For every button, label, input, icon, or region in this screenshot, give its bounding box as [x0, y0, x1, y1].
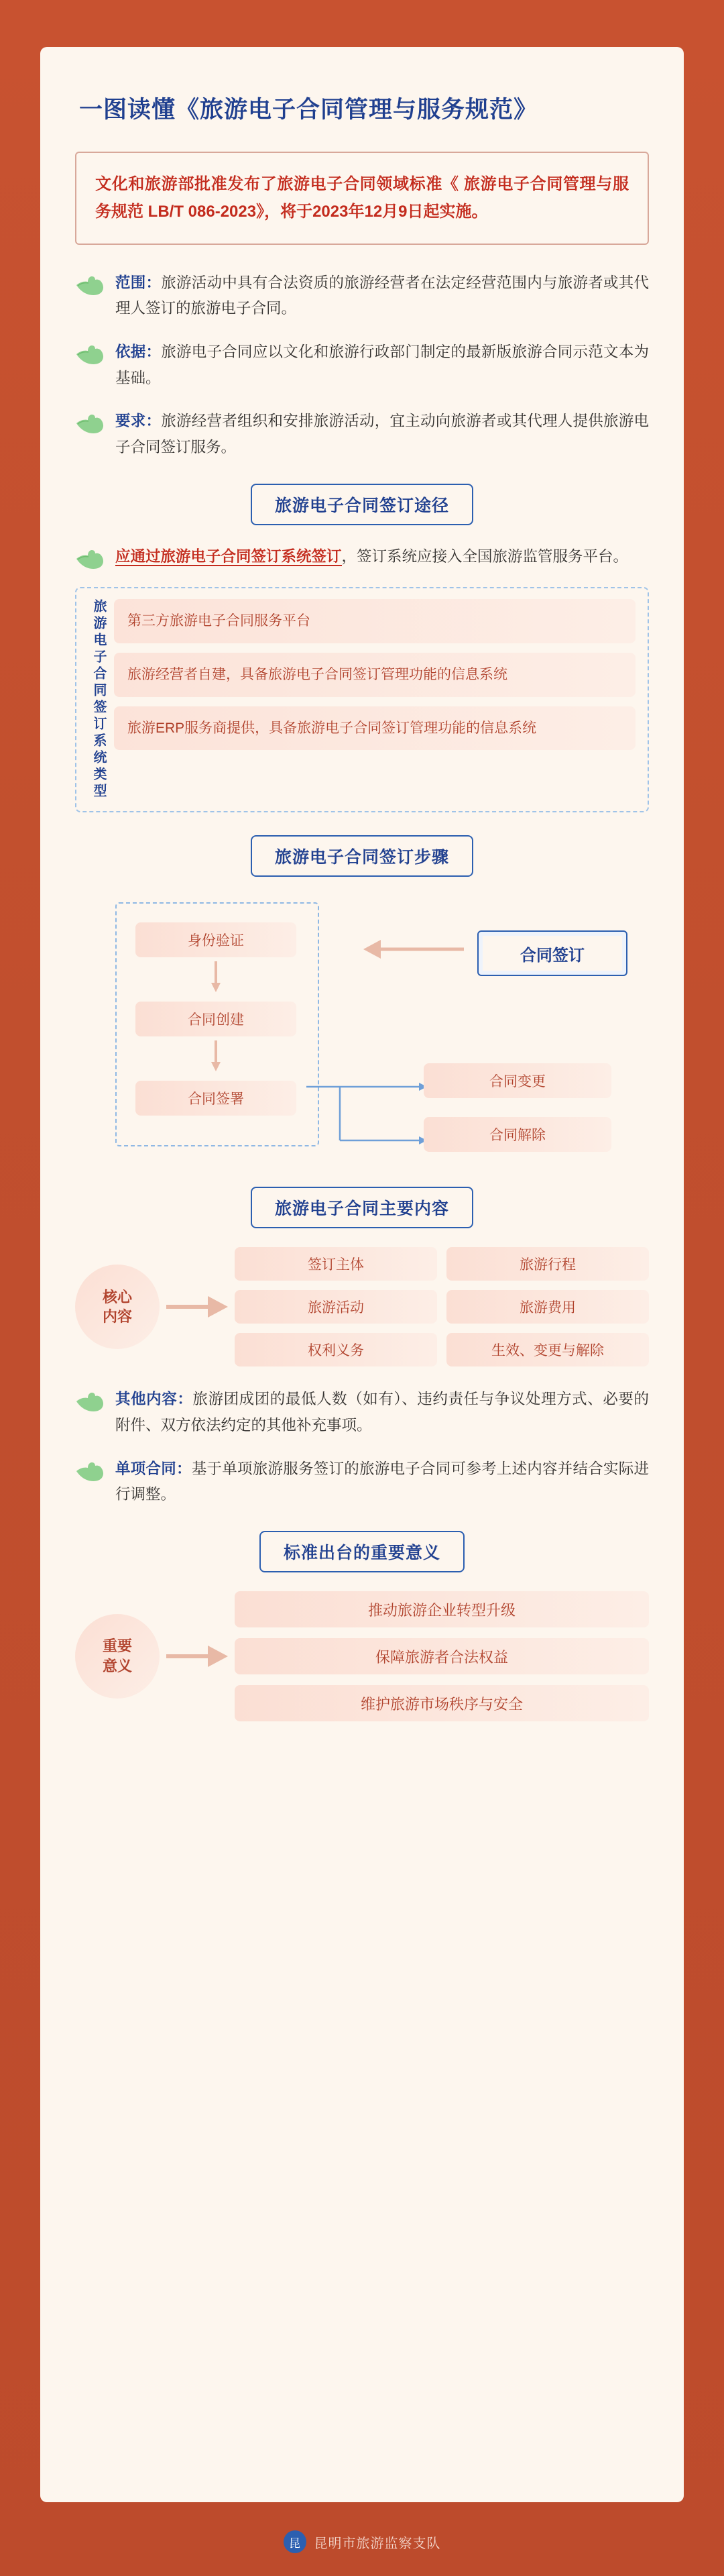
section-heading-significance: 标准出台的重要意义	[259, 1531, 465, 1572]
notice-box	[75, 152, 649, 245]
core-circle-line1: 核心	[102, 1288, 132, 1305]
list-item	[75, 339, 649, 391]
core-content-block	[75, 1247, 649, 1366]
organization-logo-icon: 昆	[284, 2530, 306, 2553]
list-item	[75, 1456, 649, 1508]
pointing-hand-icon	[75, 411, 106, 434]
flow-node-terminate: 合同解除	[424, 1117, 611, 1152]
content-item: 旅游行程	[446, 1247, 649, 1281]
significance-item: 维护旅游市场秩序与安全	[235, 1685, 649, 1721]
arrow-down-icon	[210, 961, 221, 992]
content-item: 旅游费用	[446, 1290, 649, 1324]
arrow-right-icon	[166, 1644, 228, 1668]
list-item-text	[115, 1456, 649, 1508]
list-item-body: 旅游经营者组织和安排旅游活动，宜主动向旅游者或其代理人提供旅游电子合同签订服务。	[115, 413, 649, 455]
list-item-body: 旅游活动中具有合法资质的旅游经营者在法定经营范围内与旅游者或其代理人签订的旅游电子合同。	[115, 274, 649, 317]
footer	[0, 2530, 724, 2553]
core-circle-line2: 内容	[102, 1308, 132, 1326]
list-item-label: 依据：	[115, 343, 162, 360]
core-content-circle	[75, 1265, 160, 1349]
list-item-label: 要求：	[115, 413, 162, 430]
list-item	[75, 270, 649, 322]
list-item-body: 基于单项旅游服务签订的旅游电子合同可参考上述内容并结合实际进行调整。	[115, 1460, 649, 1503]
arrow-left-icon	[363, 936, 464, 963]
significance-item: 保障旅游者合法权益	[235, 1638, 649, 1674]
list-item-text	[115, 409, 649, 460]
contract-signing-badge: 合同签订	[477, 930, 627, 976]
significance-circle-line2: 意义	[102, 1658, 132, 1675]
list-item	[75, 409, 649, 460]
list-item	[75, 544, 649, 570]
list-item-label: 范围：	[115, 274, 162, 291]
list-item: 旅游经营者自建，具备旅游电子合同签订管理功能的信息系统	[114, 653, 636, 697]
content-item: 生效、变更与解除	[446, 1333, 649, 1366]
significance-item: 推动旅游企业转型升级	[235, 1591, 649, 1627]
footer-text: 昆明市旅游监察支队	[314, 2536, 441, 2551]
flow-node-identity: 身份验证	[135, 922, 296, 957]
significance-circle	[75, 1614, 160, 1699]
arrow-right-icon	[166, 1295, 228, 1319]
significance-circle-line1: 重要	[102, 1638, 132, 1655]
list-item-text	[115, 544, 649, 570]
content-item: 签订主体	[235, 1247, 437, 1281]
section-heading-content: 旅游电子合同主要内容	[251, 1187, 473, 1228]
arrow-down-icon	[210, 1040, 221, 1071]
content-item: 权利义务	[235, 1333, 437, 1366]
pointing-hand-icon	[75, 1389, 106, 1412]
page-title: 一图读懂《旅游电子合同管理与服务规范》	[79, 97, 538, 123]
branch-connector-icon	[306, 1063, 427, 1164]
highlight-text: 应通过旅游电子合同签订系统签订	[115, 547, 342, 565]
list-item-body: 旅游团成团的最低人数（如有）、违约责任与争议处理方式、必要的附件、双方依法约定的其他补充事项。	[115, 1391, 649, 1434]
list-item: 第三方旅游电子合同服务平台	[114, 599, 636, 643]
system-type-box	[75, 587, 649, 812]
system-type-vertical-label: 旅游电子合同签订系统类型	[91, 599, 106, 801]
list-item-body: ，签订系统应接入全国旅游监管服务平台。	[341, 547, 629, 565]
pointing-hand-icon	[75, 273, 106, 296]
section-heading-channel: 旅游电子合同签订途径	[251, 484, 473, 525]
pointing-hand-icon	[75, 342, 106, 365]
list-item	[75, 1387, 649, 1438]
flow-node-change: 合同变更	[424, 1063, 611, 1098]
flow-node-create: 合同创建	[135, 1002, 296, 1036]
section-heading-steps: 旅游电子合同签订步骤	[251, 835, 473, 877]
list-item-text	[115, 270, 649, 322]
significance-block	[75, 1591, 649, 1721]
pointing-hand-icon	[75, 1459, 106, 1482]
pointing-hand-icon	[75, 547, 106, 570]
flow-node-sign: 合同签署	[135, 1081, 296, 1116]
list-item-body: 旅游电子合同应以文化和旅游行政部门制定的最新版旅游合同示范文本为基础。	[115, 343, 649, 386]
list-item: 旅游ERP服务商提供，具备旅游电子合同签订管理功能的信息系统	[114, 706, 636, 751]
list-item-label: 单项合同：	[115, 1460, 192, 1477]
list-item-text	[115, 1387, 649, 1438]
flow-diagram	[75, 896, 649, 1164]
list-item-text	[115, 339, 649, 391]
poster-card	[40, 47, 684, 2502]
notice-text: 文化和旅游部批准发布了旅游电子合同领域标准《 旅游电子合同管理与服务规范 LB/T 086-2023》，将于2023年12月9日起实施。	[95, 175, 629, 221]
list-item-label: 其他内容：	[115, 1391, 193, 1408]
content-item: 旅游活动	[235, 1290, 437, 1324]
